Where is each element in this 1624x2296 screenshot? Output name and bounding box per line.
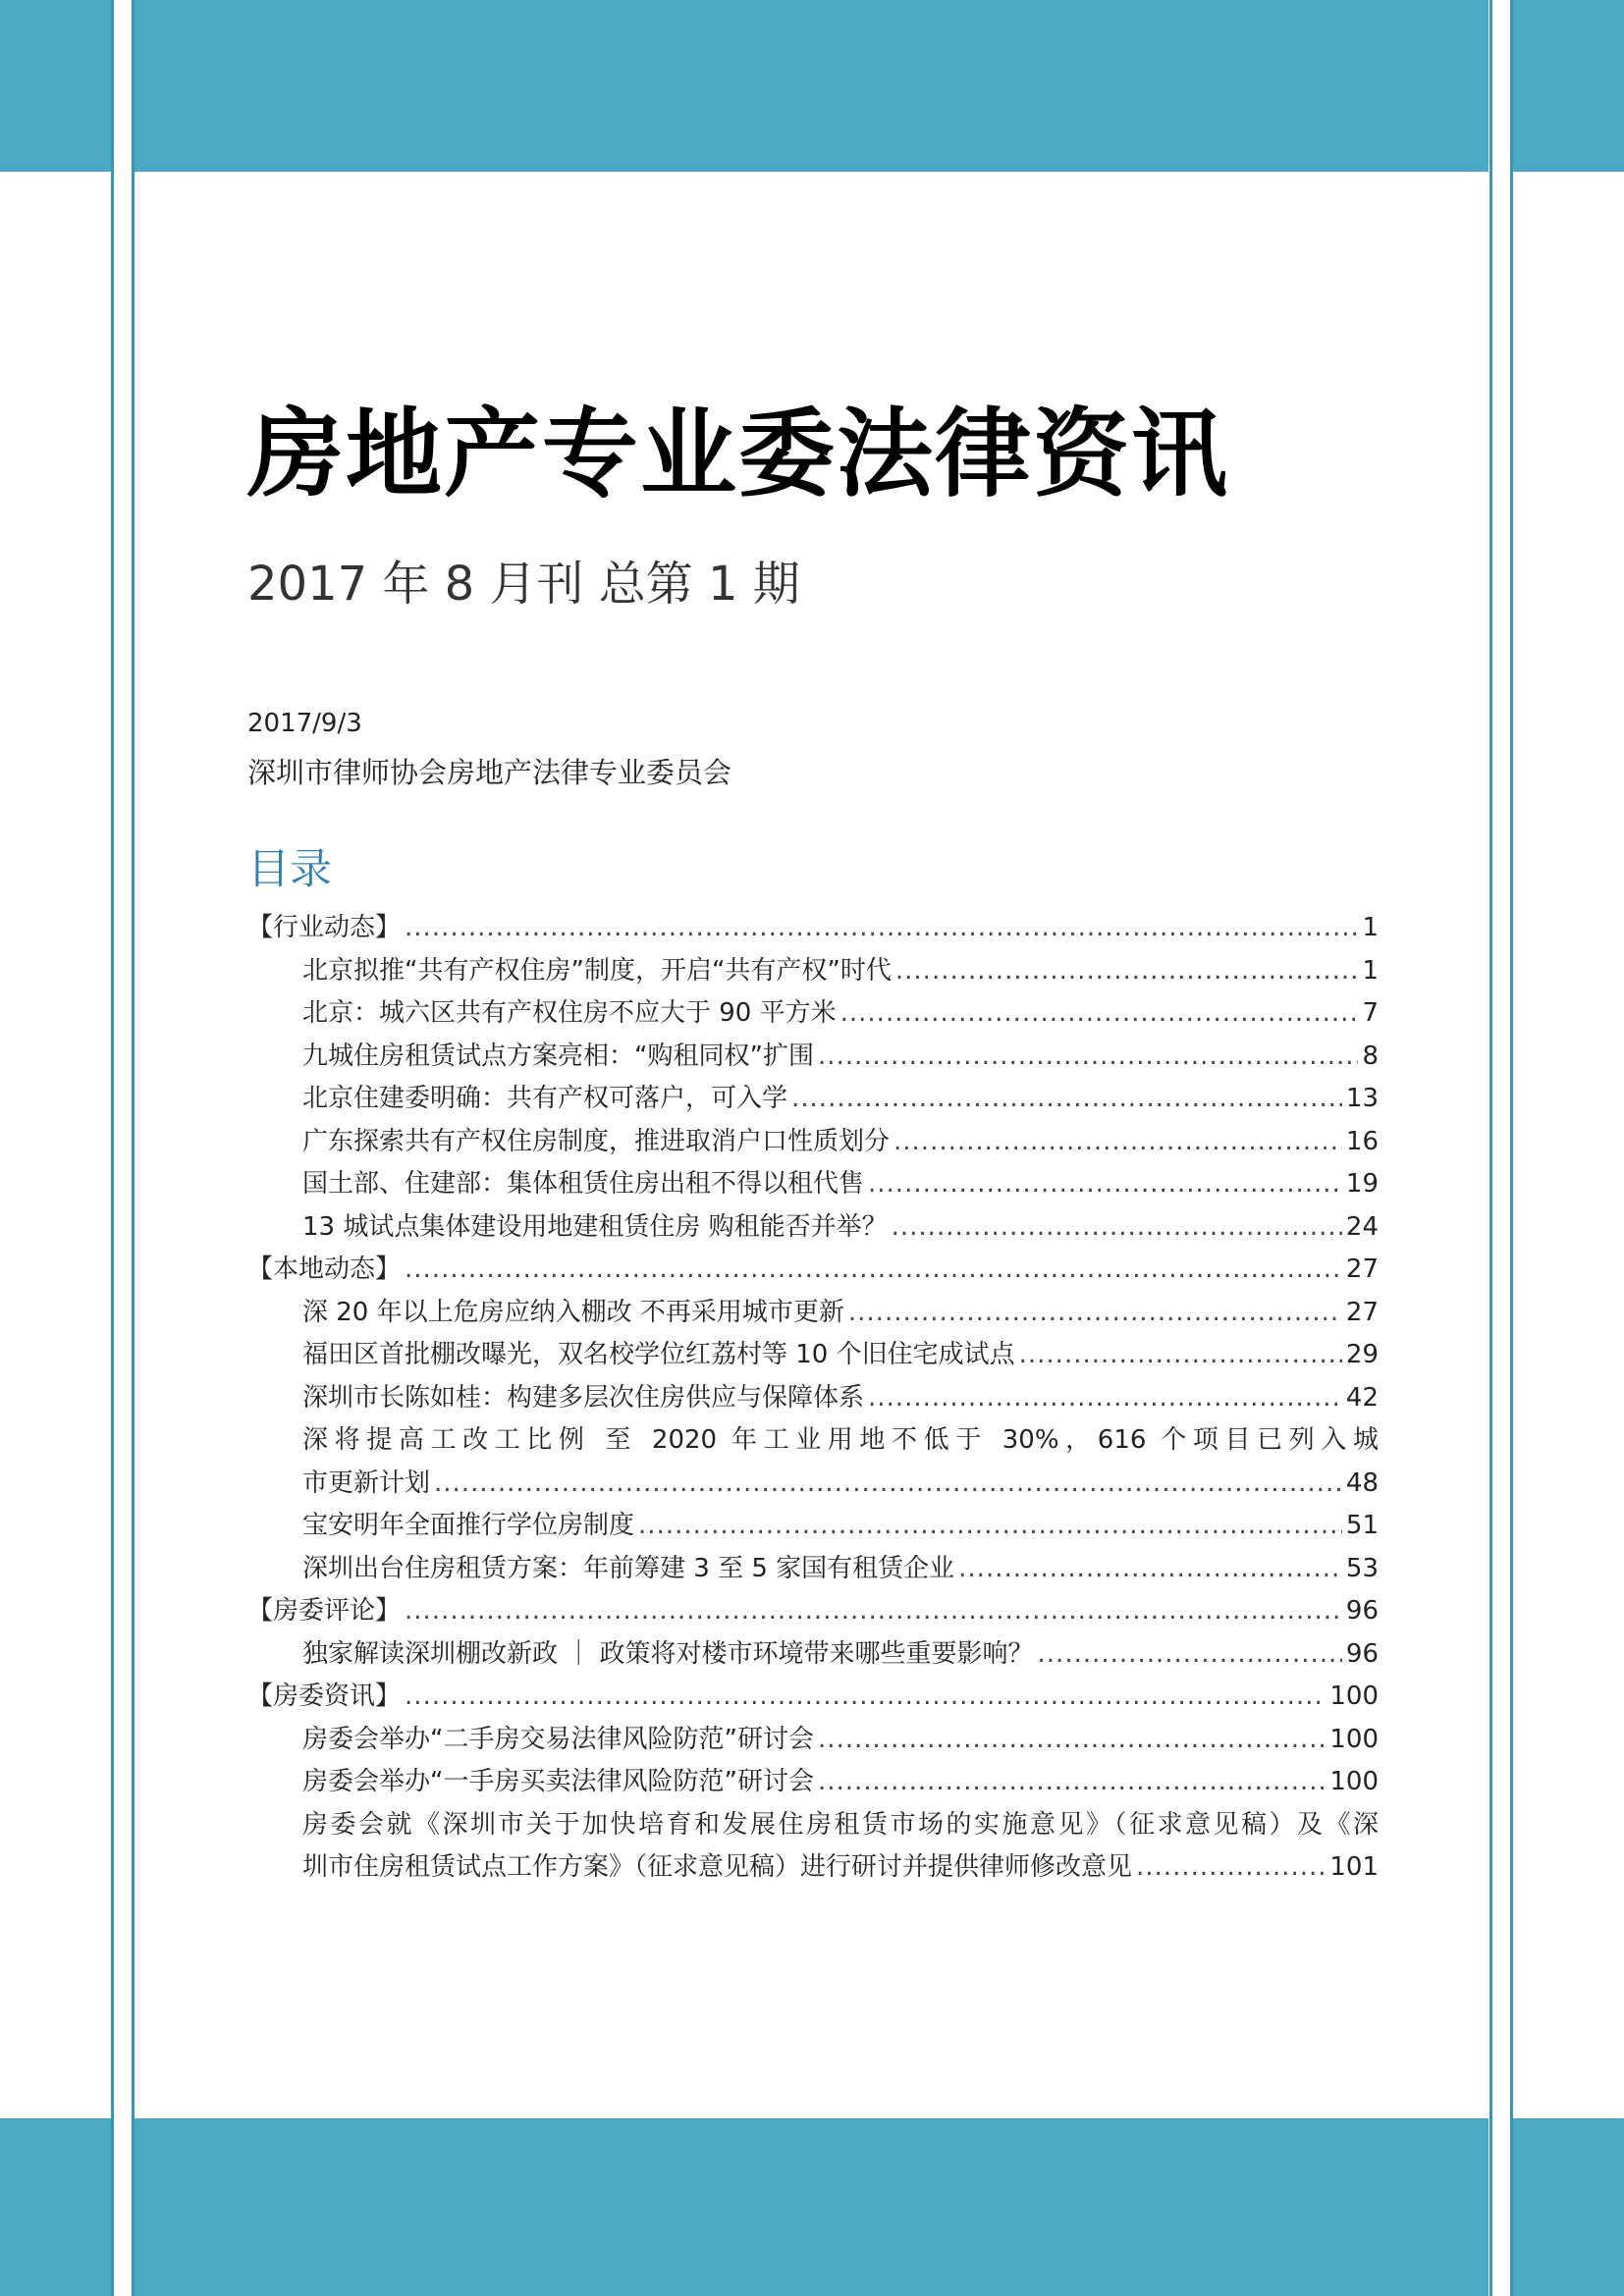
toc-entry[interactable] — [247, 950, 1379, 993]
toc-leader-dots — [405, 1676, 1326, 1719]
toc-leader-dots — [405, 907, 1358, 950]
toc-entry-text: 独家解读深圳棚改新政 ｜ 政策将对楼市环境带来哪些重要影响？ — [302, 1638, 1034, 1669]
toc-leader-dots — [818, 1036, 1359, 1079]
toc-page-number: 96 — [1345, 1596, 1379, 1626]
toc-entry-text: 九城住房租赁试点方案亮相：“购租同权”扩围 — [302, 1041, 814, 1071]
toc-leader-dots — [840, 992, 1359, 1036]
toc-entry[interactable] — [247, 1719, 1379, 1762]
toc-entry-text: 房委会举办“一手房买卖法律风险防范”研讨会 — [302, 1767, 814, 1796]
toc-entry[interactable] — [247, 1292, 1379, 1335]
toc-page-number: 51 — [1345, 1511, 1379, 1540]
toc-entry-text: 深圳市长陈如桂：构建多层次住房供应与保障体系 — [302, 1382, 865, 1413]
top-band-right — [1512, 0, 1624, 172]
toc-leader-dots — [958, 1548, 1342, 1591]
toc-page-number: 19 — [1345, 1169, 1379, 1199]
toc-leader-dots — [638, 1505, 1342, 1548]
toc-page-number: 96 — [1345, 1638, 1379, 1669]
toc-entry[interactable] — [247, 1036, 1379, 1079]
publish-date: 2017/9/3 — [247, 709, 362, 738]
toc-page-number: 100 — [1329, 1767, 1379, 1796]
frame-line-left-outer — [111, 0, 114, 2296]
toc-leader-dots — [893, 1121, 1342, 1164]
toc-entry-text: 宝安明年全面推行学位房制度 — [302, 1511, 635, 1540]
toc-entry-text: 【行业动态】 — [247, 913, 402, 942]
toc-leader-dots — [848, 1292, 1342, 1335]
toc-leader-dots — [1019, 1334, 1342, 1377]
toc-entry-text: 【本地动态】 — [247, 1255, 402, 1284]
toc-leader-dots — [892, 1206, 1342, 1250]
toc-page-number: 53 — [1345, 1553, 1379, 1583]
frame-line-left-inner — [132, 0, 135, 2296]
toc-entry[interactable] — [247, 1078, 1379, 1121]
toc-section-industry[interactable] — [247, 907, 1379, 950]
toc-entry[interactable] — [247, 1121, 1379, 1164]
toc-page-number: 29 — [1345, 1340, 1379, 1369]
toc-leader-dots — [405, 1590, 1342, 1633]
page-title: 房地产专业委法律资讯 — [247, 399, 1230, 510]
toc-leader-dots — [791, 1078, 1342, 1121]
toc-entry[interactable] — [247, 1633, 1379, 1677]
toc-entry-text: 北京：城六区共有产权住房不应大于 90 平方米 — [302, 998, 837, 1028]
toc-entry[interactable] — [247, 992, 1379, 1036]
toc-entry-multiline[interactable] — [247, 1804, 1379, 1890]
toc-entry-text: 国土部、住建部：集体租赁住房出租不得以租代售 — [302, 1169, 865, 1199]
toc-page-number: 16 — [1345, 1126, 1379, 1156]
toc-entry[interactable] — [247, 1505, 1379, 1548]
toc-entry-multiline[interactable] — [247, 1419, 1379, 1505]
toc-entry-text-line1: 深将提高工改工比例 至 2020 年工业用地不低于 30%，616 个项目已列入城 — [302, 1425, 1379, 1455]
toc-entry[interactable] — [247, 1163, 1379, 1206]
toc-page-number: 24 — [1345, 1211, 1379, 1242]
toc-page-number: 100 — [1329, 1682, 1379, 1711]
toc-entry[interactable] — [247, 1334, 1379, 1377]
toc-entry-text: 广东探索共有产权住房制度，推进取消户口性质划分 — [302, 1126, 891, 1156]
toc-entry-text: 13 城试点集体建设用地建租赁住房 购租能否并举？ — [302, 1211, 888, 1242]
bottom-band-right — [1512, 2118, 1624, 2296]
toc-entry-text: 福田区首批棚改曝光，双名校学位红荔村等 10 个旧住宅成试点 — [302, 1340, 1015, 1369]
toc-entry-text: 北京住建委明确：共有产权可落户，可入学 — [302, 1084, 788, 1113]
top-band-left — [0, 0, 111, 172]
toc-section-news[interactable] — [247, 1676, 1379, 1719]
toc-page-number: 8 — [1362, 1041, 1379, 1071]
frame-line-right-inner — [1489, 0, 1492, 2296]
toc-entry[interactable] — [247, 1761, 1379, 1804]
toc-entry[interactable] — [247, 1206, 1379, 1250]
toc-leader-dots — [895, 950, 1359, 993]
toc-page-number: 27 — [1345, 1255, 1379, 1284]
bottom-band-center — [135, 2118, 1489, 2296]
toc-leader-dots — [868, 1377, 1342, 1420]
toc-leader-dots — [818, 1719, 1326, 1762]
organization-name: 深圳市律师协会房地产法律专业委员会 — [247, 756, 732, 789]
toc-page-number: 7 — [1362, 998, 1379, 1028]
toc-entry-text: 房委会举办“二手房交易法律风险防范”研讨会 — [302, 1724, 814, 1754]
toc-entry-text-line1: 房委会就《深圳市关于加快培育和发展住房租赁市场的实施意见》（征求意见稿）及《深 — [302, 1809, 1379, 1840]
toc-leader-dots — [434, 1463, 1342, 1506]
table-of-contents — [247, 907, 1379, 1890]
toc-leader-dots — [818, 1761, 1326, 1804]
toc-leader-dots — [1038, 1633, 1342, 1677]
toc-entry-text: 深圳出台住房租赁方案：年前筹建 3 至 5 家国有租赁企业 — [302, 1553, 955, 1583]
toc-page-number: 42 — [1345, 1382, 1379, 1413]
toc-entry-text: 北京拟推“共有产权住房”制度，开启“共有产权”时代 — [302, 955, 892, 986]
toc-page-number: 48 — [1345, 1468, 1379, 1498]
toc-heading: 目录 — [247, 845, 332, 894]
toc-section-local[interactable] — [247, 1249, 1379, 1292]
bottom-band-left — [0, 2118, 111, 2296]
toc-entry[interactable] — [247, 1548, 1379, 1591]
toc-leader-dots — [868, 1163, 1342, 1206]
toc-section-commentary[interactable] — [247, 1590, 1379, 1633]
toc-leader-dots — [405, 1249, 1342, 1292]
toc-page-number: 1 — [1362, 913, 1379, 942]
toc-page-number: 13 — [1345, 1084, 1379, 1113]
toc-page-number: 100 — [1329, 1724, 1379, 1754]
top-band-center — [135, 0, 1489, 172]
toc-leader-dots — [1136, 1846, 1326, 1890]
toc-page-number: 1 — [1362, 955, 1379, 986]
issue-subtitle: 2017 年 8 月刊 总第 1 期 — [247, 557, 800, 612]
toc-entry-text-line2: 圳市住房租赁试点工作方案》（征求意见稿）进行研讨并提供律师修改意见 — [302, 1852, 1133, 1882]
toc-page-number: 27 — [1345, 1297, 1379, 1327]
toc-entry-text: 【房委资讯】 — [247, 1682, 402, 1711]
toc-entry-text-line2: 市更新计划 — [302, 1468, 431, 1498]
toc-page-number: 101 — [1329, 1852, 1379, 1882]
frame-line-right-outer — [1510, 0, 1513, 2296]
toc-entry[interactable] — [247, 1377, 1379, 1420]
toc-entry-text: 【房委评论】 — [247, 1596, 402, 1626]
toc-entry-text: 深 20 年以上危房应纳入棚改 不再采用城市更新 — [302, 1297, 844, 1327]
